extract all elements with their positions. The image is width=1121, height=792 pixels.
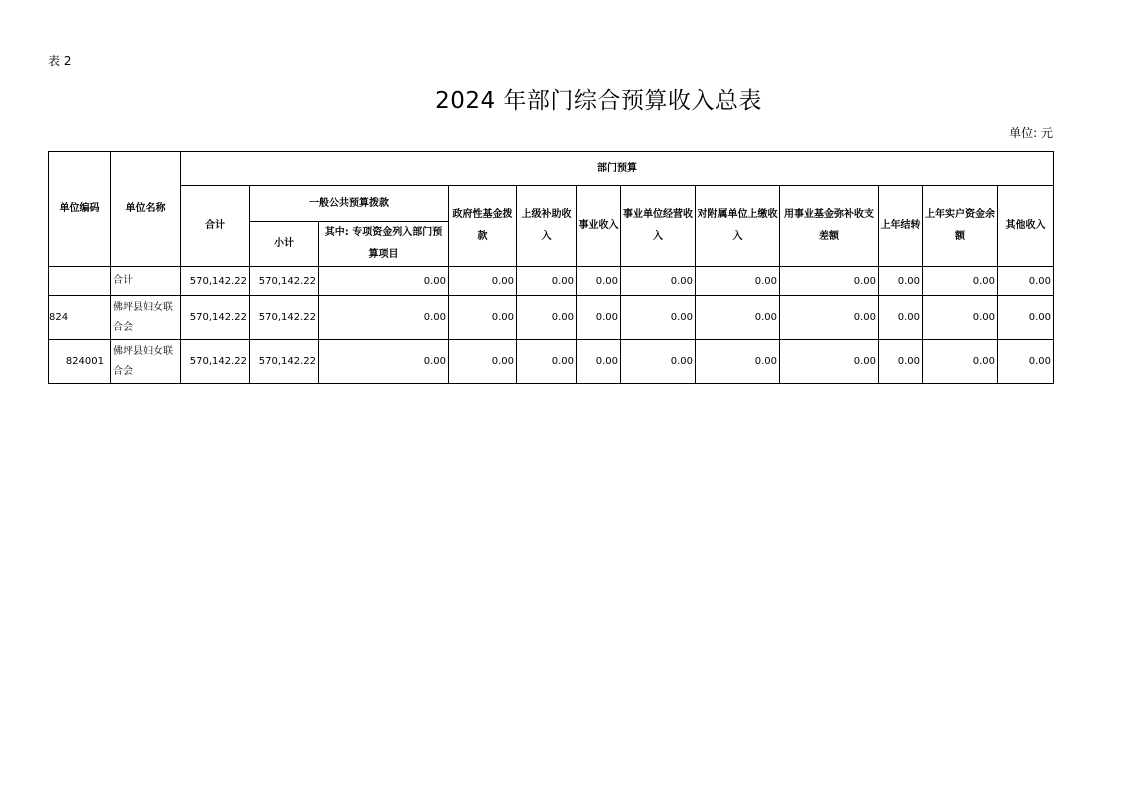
budget-income-table xyxy=(48,151,1054,384)
cell-superior: 0.00 xyxy=(517,267,577,296)
header-superior-subsidy: 上级补助收入 xyxy=(517,186,577,267)
cell-subtotal: 570,142.22 xyxy=(250,267,319,296)
cell-code: 824 xyxy=(49,296,111,340)
header-unit-code: 单位编码 xyxy=(49,152,111,267)
cell-total: 570,142.22 xyxy=(181,340,250,384)
cell-carryover: 0.00 xyxy=(879,296,923,340)
cell-total: 570,142.22 xyxy=(181,296,250,340)
cell-code xyxy=(49,267,111,296)
header-prior-balance: 上年实户资金余额 xyxy=(923,186,998,267)
header-gov-fund: 政府性基金拨款 xyxy=(449,186,517,267)
header-general-budget: 一般公共预算拨款 xyxy=(250,186,449,222)
header-carryover: 上年结转 xyxy=(879,186,923,267)
cell-affiliated: 0.00 xyxy=(696,340,780,384)
table-row xyxy=(49,296,1054,340)
cell-makeup: 0.00 xyxy=(780,340,879,384)
cell-prior-balance: 0.00 xyxy=(923,296,998,340)
cell-operating: 0.00 xyxy=(621,267,696,296)
cell-superior: 0.00 xyxy=(517,296,577,340)
cell-operating: 0.00 xyxy=(621,296,696,340)
cell-prior-balance: 0.00 xyxy=(923,340,998,384)
header-business-income: 事业收入 xyxy=(577,186,621,267)
cell-prior-balance: 0.00 xyxy=(923,267,998,296)
cell-affiliated: 0.00 xyxy=(696,296,780,340)
cell-name: 佛坪县妇女联合会 xyxy=(111,296,181,340)
cell-gov-fund: 0.00 xyxy=(449,267,517,296)
cell-makeup: 0.00 xyxy=(780,267,879,296)
cell-other: 0.00 xyxy=(998,296,1054,340)
cell-other: 0.00 xyxy=(998,340,1054,384)
cell-special: 0.00 xyxy=(319,267,449,296)
unit-label: 单位: 元 xyxy=(1009,126,1053,140)
cell-affiliated: 0.00 xyxy=(696,267,780,296)
page-title: 2024 年部门综合预算收入总表 xyxy=(435,88,762,114)
header-affiliated-income: 对附属单位上缴收入 xyxy=(696,186,780,267)
cell-other: 0.00 xyxy=(998,267,1054,296)
header-fund-makeup: 用事业基金弥补收支差额 xyxy=(780,186,879,267)
cell-makeup: 0.00 xyxy=(780,296,879,340)
cell-special: 0.00 xyxy=(319,340,449,384)
header-total: 合计 xyxy=(181,186,250,267)
cell-total: 570,142.22 xyxy=(181,267,250,296)
header-special-funds: 其中: 专项资金列入部门预算项目 xyxy=(319,222,449,267)
cell-special: 0.00 xyxy=(319,296,449,340)
cell-superior: 0.00 xyxy=(517,340,577,384)
header-subtotal: 小计 xyxy=(250,222,319,267)
cell-business: 0.00 xyxy=(577,296,621,340)
cell-subtotal: 570,142.22 xyxy=(250,296,319,340)
header-dept-budget: 部门预算 xyxy=(181,152,1054,186)
header-other-income: 其他收入 xyxy=(998,186,1054,267)
cell-carryover: 0.00 xyxy=(879,267,923,296)
cell-business: 0.00 xyxy=(577,267,621,296)
cell-business: 0.00 xyxy=(577,340,621,384)
cell-operating: 0.00 xyxy=(621,340,696,384)
cell-name: 佛坪县妇女联合会 xyxy=(111,340,181,384)
cell-code: 824001 xyxy=(49,340,111,384)
cell-subtotal: 570,142.22 xyxy=(250,340,319,384)
cell-carryover: 0.00 xyxy=(879,340,923,384)
cell-name: 合计 xyxy=(111,267,181,296)
cell-gov-fund: 0.00 xyxy=(449,340,517,384)
table-row xyxy=(49,267,1054,296)
sheet-label: 表 2 xyxy=(48,54,72,68)
header-operating-income: 事业单位经营收入 xyxy=(621,186,696,267)
header-unit-name: 单位名称 xyxy=(111,152,181,267)
table-row xyxy=(49,340,1054,384)
cell-gov-fund: 0.00 xyxy=(449,296,517,340)
